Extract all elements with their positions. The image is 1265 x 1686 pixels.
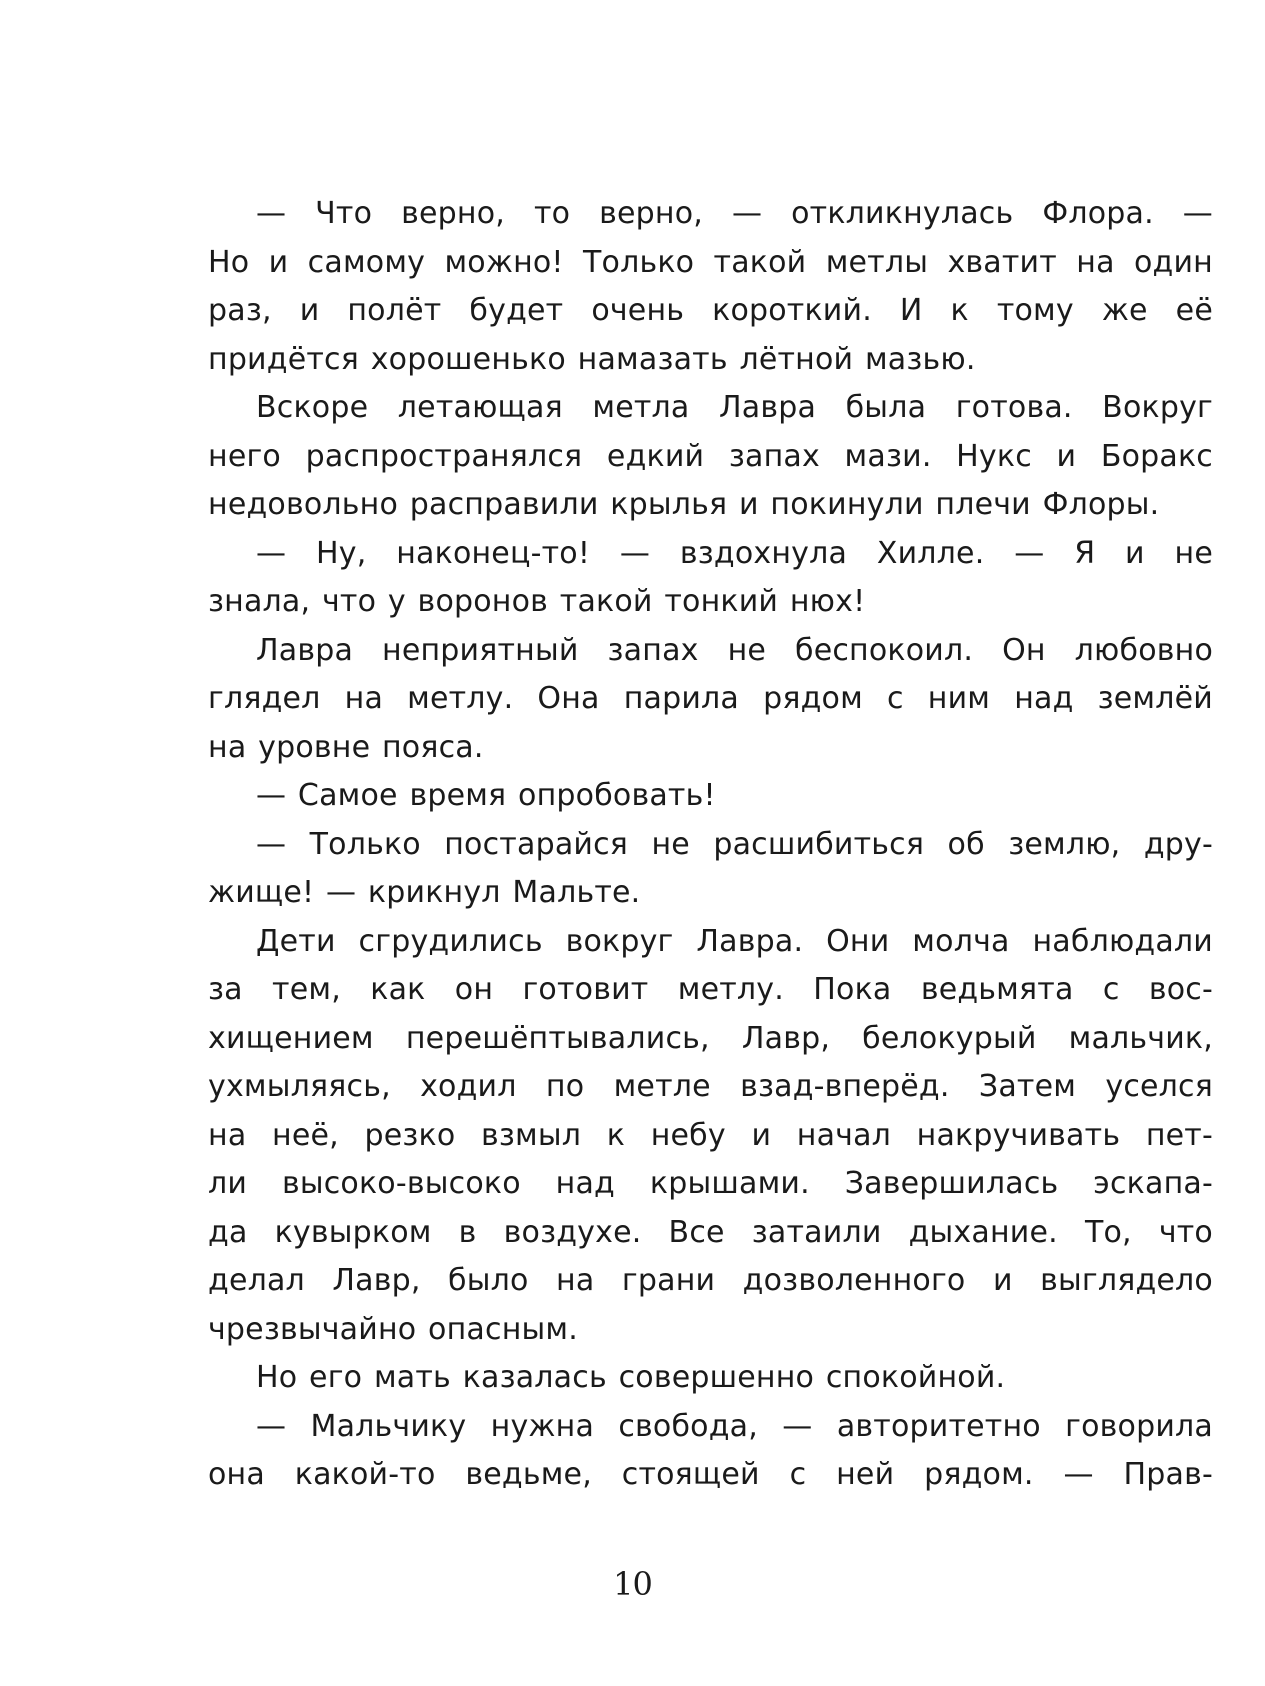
text-line: ухмыляясь, ходил по метле взад-вперёд. Затем уселся <box>208 1069 1213 1104</box>
text-line: него распространялся едкий запах мази. Нукс и Боракс <box>208 438 1213 474</box>
paragraph <box>208 384 1213 530</box>
text-line: на неё, резко взмыл к небу и начал накручивать пет- <box>208 1117 1213 1153</box>
text-line: — Только постарайся не расшибиться об землю, дру- <box>256 826 1213 862</box>
paragraph <box>208 530 1213 627</box>
text-line: знала, что у воронов такой тонкий нюх! <box>208 584 866 619</box>
body-text <box>208 190 1213 1500</box>
text-line: раз, и полёт будет очень короткий. И к тому же её <box>208 293 1213 328</box>
paragraph <box>208 190 1213 384</box>
text-line: глядел на метлу. Она парила рядом с ним над землёй <box>208 681 1213 716</box>
paragraph <box>208 1403 1213 1500</box>
paragraph <box>208 821 1213 918</box>
text-line: Дети сгрудились вокруг Лавра. Они молча наблюдали <box>256 923 1213 959</box>
text-line: хищением перешёптывались, Лавр, белокурый мальчик, <box>208 1020 1213 1056</box>
text-line: — Что верно, то верно, — откликнулась Флора. — <box>256 196 1213 231</box>
text-line: ли высоко-высоко над крышами. Завершилась эскапа- <box>208 1166 1213 1201</box>
text-line: — Мальчику нужна свобода, — авторитетно говорила <box>256 1408 1213 1444</box>
text-line: она какой-то ведьме, стоящей с ней рядом. — Прав- <box>208 1457 1213 1492</box>
paragraph <box>208 1354 1213 1403</box>
text-line: придётся хорошенько намазать лётной мазью. <box>208 341 976 377</box>
text-line: Но его мать казалась совершенно спокойной. <box>256 1360 1006 1395</box>
text-line: жище! — крикнул Мальте. <box>208 875 641 910</box>
text-line: чрезвычайно опасным. <box>208 1311 578 1347</box>
text-line: на уровне пояса. <box>208 729 484 765</box>
paragraph <box>208 772 1213 821</box>
text-line: Но и самому можно! Только такой метлы хватит на один <box>208 244 1213 280</box>
paragraph <box>208 627 1213 773</box>
text-line: Вскоре летающая метла Лавра была готова. Вокруг <box>256 390 1213 425</box>
text-line: да кувырком в воздухе. Все затаили дыхание. То, что <box>208 1214 1213 1250</box>
text-line: за тем, как он готовит метлу. Пока ведьмята с вос- <box>208 972 1213 1007</box>
text-line: — Самое время опробовать! <box>256 778 716 813</box>
paragraph <box>208 918 1213 1355</box>
text-line: недовольно расправили крылья и покинули плечи Флоры. <box>208 487 1160 522</box>
page-number: 10 <box>613 1565 652 1603</box>
text-line: делал Лавр, было на грани дозволенного и выглядело <box>208 1263 1213 1298</box>
text-line: Лавра неприятный запах не беспокоил. Он любовно <box>256 632 1213 668</box>
text-line: — Ну, наконец-то! — вздохнула Хилле. — Я и не <box>256 535 1213 571</box>
